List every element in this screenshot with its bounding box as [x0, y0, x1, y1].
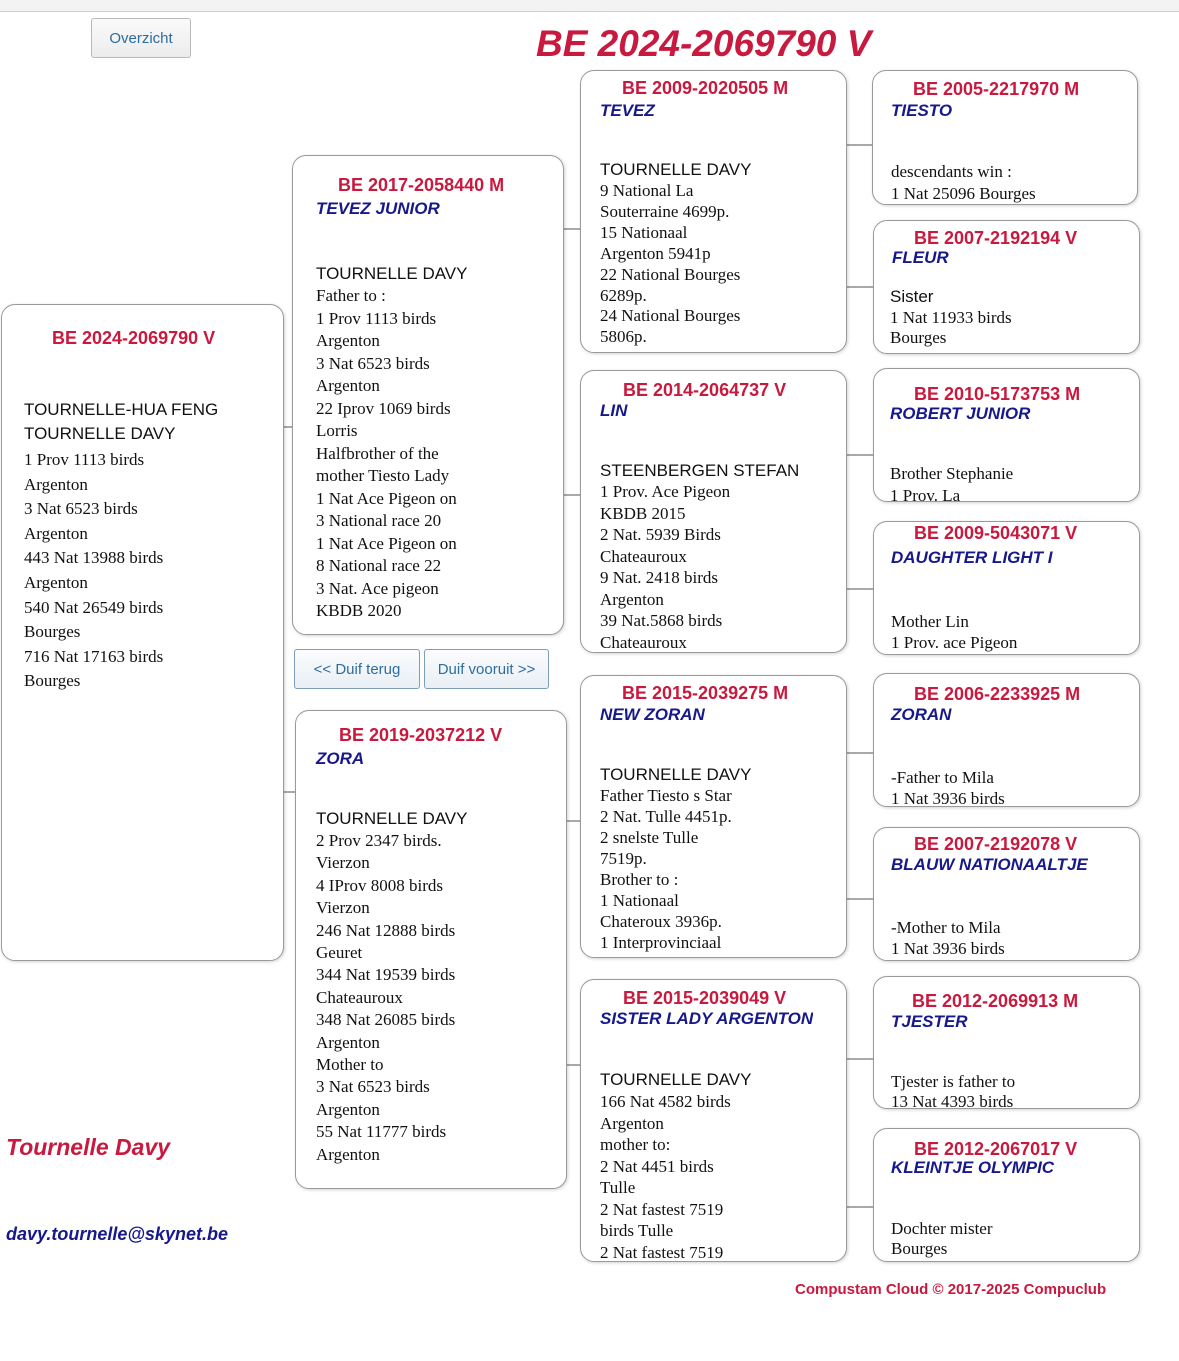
pigeon-name: TEVEZ [600, 101, 655, 120]
result-line: Argenton [316, 1099, 380, 1119]
ring-number: BE 2012-2069913 M [912, 991, 1079, 1011]
owner-name: TOURNELLE DAVY [600, 1070, 752, 1089]
result-line: 1 Prov. La [890, 486, 961, 502]
result-line: Argenton [24, 523, 88, 543]
result-line: 3 Nat 6523 birds [316, 353, 430, 373]
result-line: 2 Nat. Tulle 4451p. [600, 807, 732, 826]
connector-line [847, 1206, 873, 1208]
result-line: KBDB 2020 [316, 601, 402, 620]
result-line: 3 National race 20 [316, 511, 442, 530]
owner-name: Sister [890, 287, 934, 306]
result-line: 1 Nationaal [600, 891, 679, 910]
results-text [600, 785, 732, 953]
result-line: Bourges [891, 1239, 948, 1258]
results-text [24, 448, 163, 694]
result-line: 1 Nat 25096 Bourges [891, 184, 1036, 203]
pigeon-name: TJESTER [891, 1012, 968, 1031]
pigeon-name: TIESTO [891, 101, 953, 120]
subject-pigeon-card[interactable] [1, 304, 284, 961]
result-line: KBDB 2015 [600, 503, 686, 523]
connector-line [847, 588, 873, 590]
result-line: 443 Nat 13988 birds [24, 548, 164, 568]
pigeon-name: ZORAN [891, 705, 952, 724]
owner-name: TOURNELLE DAVY [24, 424, 176, 443]
result-line: 1 Prov 1113 birds [24, 450, 145, 469]
result-line: 246 Nat 12888 birds [316, 920, 456, 940]
result-line: Father to : [316, 286, 386, 305]
result-line: descendants win : [891, 162, 1012, 181]
results-text [891, 1219, 993, 1259]
result-line: Chateauroux [316, 987, 403, 1007]
result-line: 13 Nat 4393 birds [891, 1092, 1014, 1109]
result-line: Geuret [316, 943, 363, 963]
result-line: birds Tulle [600, 1221, 674, 1240]
pigeon-name: BLAUW NATIONAALTJE [891, 855, 1088, 874]
result-line: 9 National La [600, 181, 694, 200]
ring-number: BE 2015-2039049 V [623, 988, 787, 1008]
result-line: Halfbrother of the [316, 443, 439, 463]
pigeon-name: NEW ZORAN [600, 705, 705, 724]
ring-number: BE 2006-2233925 M [914, 684, 1081, 704]
result-line: 3 Nat 6523 birds [316, 1077, 430, 1097]
result-line: 55 Nat 11777 birds [316, 1122, 447, 1142]
great-grandparent-card[interactable] [873, 827, 1140, 961]
ring-number: BE 2012-2067017 V [914, 1139, 1078, 1159]
results-text [600, 181, 740, 348]
result-line: Father Tiesto s Star [600, 786, 732, 805]
result-line: Argenton [316, 331, 380, 350]
result-line: 22 National Bourges [600, 264, 741, 284]
ring-number: BE 2009-2020505 M [622, 78, 789, 98]
result-line: Chateroux 3936p. [600, 912, 722, 931]
ring-number: BE 2010-5173753 M [914, 384, 1081, 404]
result-line: 344 Nat 19539 birds [316, 965, 456, 985]
great-grandparent-card[interactable] [873, 368, 1140, 502]
copyright-text: Compustam Cloud © 2017-2025 Compuclub [795, 1281, 1107, 1298]
grandparent-card[interactable] [580, 70, 847, 353]
ring-number: BE 2007-2192078 V [914, 834, 1078, 854]
page-title: BE 2024-2069790 V [536, 23, 872, 64]
connector-line [564, 494, 580, 496]
result-line: 1 Nat Ace Pigeon on [316, 533, 457, 553]
great-grandparent-card[interactable] [873, 1128, 1140, 1262]
pigeon-name: SISTER LADY ARGENTON [600, 1009, 814, 1028]
connector-line [847, 286, 873, 288]
result-line: Brother Stephanie [890, 464, 1014, 483]
result-line: 716 Nat 17163 birds [24, 646, 164, 666]
result-line: 22 Iprov 1069 birds [316, 398, 451, 418]
result-line: Argenton [600, 1113, 664, 1133]
result-line: mother Tiesto Lady [316, 466, 450, 485]
result-line: 1 Prov. ace Pigeon [891, 633, 1018, 652]
result-line: Vierzon [316, 853, 370, 873]
owner-name: TOURNELLE-HUA FENG [24, 400, 219, 419]
connector-line [564, 228, 580, 230]
result-line: Souterraine 4699p. [600, 201, 730, 221]
pigeon-name: ZORA [316, 749, 365, 768]
pigeon-name: DAUGHTER LIGHT I [891, 548, 1053, 567]
grandparent-card[interactable] [580, 370, 847, 653]
result-line: Lorris [316, 421, 358, 440]
ring-number: BE 2017-2058440 M [338, 175, 505, 195]
previous-pigeon-button[interactable]: << Duif terug [294, 649, 420, 689]
result-line: 2 Nat. 5939 Birds [600, 525, 721, 544]
result-line: 166 Nat 4582 birds [600, 1092, 731, 1111]
result-line: 9 Nat. 2418 birds [600, 568, 719, 587]
result-line: 2 Prov 2347 birds. [316, 831, 442, 850]
result-line: Argenton [316, 1032, 380, 1052]
result-line: Argenton [316, 376, 380, 395]
great-grandparent-card[interactable] [873, 521, 1140, 655]
breeder-name: Tournelle Davy [6, 1134, 171, 1160]
connector-line [284, 791, 295, 793]
ring-number: BE 2009-5043071 V [914, 523, 1078, 543]
pigeon-name: ROBERT JUNIOR [890, 404, 1031, 423]
result-line: 1 Nat 3936 birds [891, 789, 1005, 807]
next-pigeon-button[interactable]: Duif vooruit >> [424, 649, 549, 689]
breeder-email-link[interactable]: davy.tournelle@skynet.be [6, 1224, 228, 1244]
result-line: 24 National Bourges [600, 306, 741, 326]
dam-card[interactable] [295, 710, 567, 1189]
result-line: 540 Nat 26549 birds [24, 597, 164, 617]
result-line: Tjester is father to [891, 1072, 1016, 1091]
grandparent-card[interactable] [580, 675, 847, 958]
result-line: 3 Nat 6523 birds [24, 499, 138, 519]
results-text [891, 917, 1005, 959]
connector-line [567, 820, 580, 822]
pigeon-name: FLEUR [892, 248, 949, 267]
great-grandparent-card[interactable] [873, 673, 1140, 807]
result-line: 39 Nat.5868 birds [600, 611, 723, 630]
owner-name: TOURNELLE DAVY [600, 765, 752, 784]
result-line: Tulle [600, 1178, 636, 1197]
result-line: 2 Nat 4451 birds [600, 1156, 714, 1176]
result-line: 8 National race 22 [316, 556, 442, 575]
result-line: Argenton [316, 1144, 380, 1164]
results-text [890, 463, 1013, 502]
connector-line [847, 144, 872, 146]
results-text [891, 1072, 1015, 1109]
result-line: 7519p. [600, 849, 647, 868]
result-line: Vierzon [316, 898, 370, 918]
pigeon-name: LIN [600, 401, 628, 420]
result-line: 4 IProv 8008 birds [316, 875, 444, 895]
result-line: Argenton [600, 589, 664, 609]
grandparent-card[interactable] [580, 979, 847, 1262]
result-line: 3 Nat. Ace pigeon [316, 578, 439, 598]
owner-name: STEENBERGEN STEFAN [600, 461, 800, 480]
sire-card[interactable] [292, 155, 564, 635]
result-line: Bourges [24, 671, 81, 691]
result-line: Mother Lin [891, 612, 969, 631]
result-line: Bourges [24, 622, 81, 642]
result-line: Argenton [24, 572, 88, 592]
results-text [600, 481, 730, 653]
results-text [890, 308, 1012, 348]
result-line: Mother to [316, 1055, 384, 1075]
ring-number: BE 2019-2037212 V [339, 725, 503, 745]
pigeon-name: KLEINTJE OLYMPIC [891, 1158, 1055, 1177]
ring-number: BE 2014-2064737 V [623, 380, 787, 400]
result-line: Argenton 5941p [600, 243, 711, 263]
connector-line [567, 1064, 580, 1066]
result-line: Chateauroux [600, 546, 687, 566]
result-line: 5806p. [600, 327, 647, 347]
ring-number: BE 2007-2192194 V [914, 228, 1078, 248]
result-line: mother to: [600, 1135, 671, 1154]
ring-number: BE 2005-2217970 M [913, 79, 1080, 99]
result-line: 348 Nat 26085 birds [316, 1010, 456, 1030]
pigeon-name: TEVEZ JUNIOR [316, 199, 440, 218]
result-line: 2 snelste Tulle [600, 828, 699, 847]
results-text [316, 285, 457, 623]
result-line: 15 Nationaal [600, 222, 688, 242]
owner-block [24, 398, 218, 446]
result-line: Argenton [24, 474, 88, 494]
results-text [600, 1091, 731, 1262]
result-line: 1 Nat 11933 birds [890, 308, 1012, 327]
result-line: 2 Nat fastest 7519 [600, 1242, 724, 1262]
result-line: Chateauroux [600, 632, 687, 652]
connector-line [847, 898, 873, 900]
results-text [891, 767, 1005, 807]
result-line: 1 Prov 1113 birds [316, 308, 437, 328]
results-text [891, 161, 1036, 205]
great-grandparent-card[interactable] [873, 976, 1140, 1109]
result-line: 1 Prov. Ace Pigeon [600, 482, 731, 501]
result-line: Brother to : [600, 870, 679, 889]
result-line: Bourges [890, 328, 947, 347]
results-text [891, 611, 1017, 653]
ring-number: BE 2015-2039275 M [622, 683, 789, 703]
connector-line [847, 1058, 873, 1060]
result-line: 1 Nat 3936 birds [891, 939, 1005, 958]
great-grandparent-card[interactable] [873, 220, 1140, 354]
ring-number: BE 2024-2069790 V [52, 328, 216, 348]
owner-name: TOURNELLE DAVY [316, 809, 468, 828]
result-line: -Mother to Mila [891, 918, 1001, 937]
connector-line [284, 426, 292, 428]
owner-name: TOURNELLE DAVY [600, 160, 752, 179]
browser-top-bar [0, 0, 1179, 12]
result-line: 1 Interprovinciaal [600, 933, 722, 952]
connector-line [847, 454, 873, 456]
result-line: Dochter mister [891, 1219, 993, 1238]
result-line: -Father to Mila [891, 768, 994, 787]
result-line: 2 Nat fastest 7519 [600, 1199, 724, 1219]
owner-name: TOURNELLE DAVY [316, 264, 468, 283]
connector-line [847, 752, 873, 754]
result-line: 6289p. [600, 285, 647, 305]
great-grandparent-card[interactable] [872, 70, 1138, 205]
result-line: 1 Nat Ace Pigeon on [316, 488, 457, 508]
results-text [316, 830, 455, 1166]
overview-button[interactable]: Overzicht [91, 18, 191, 58]
